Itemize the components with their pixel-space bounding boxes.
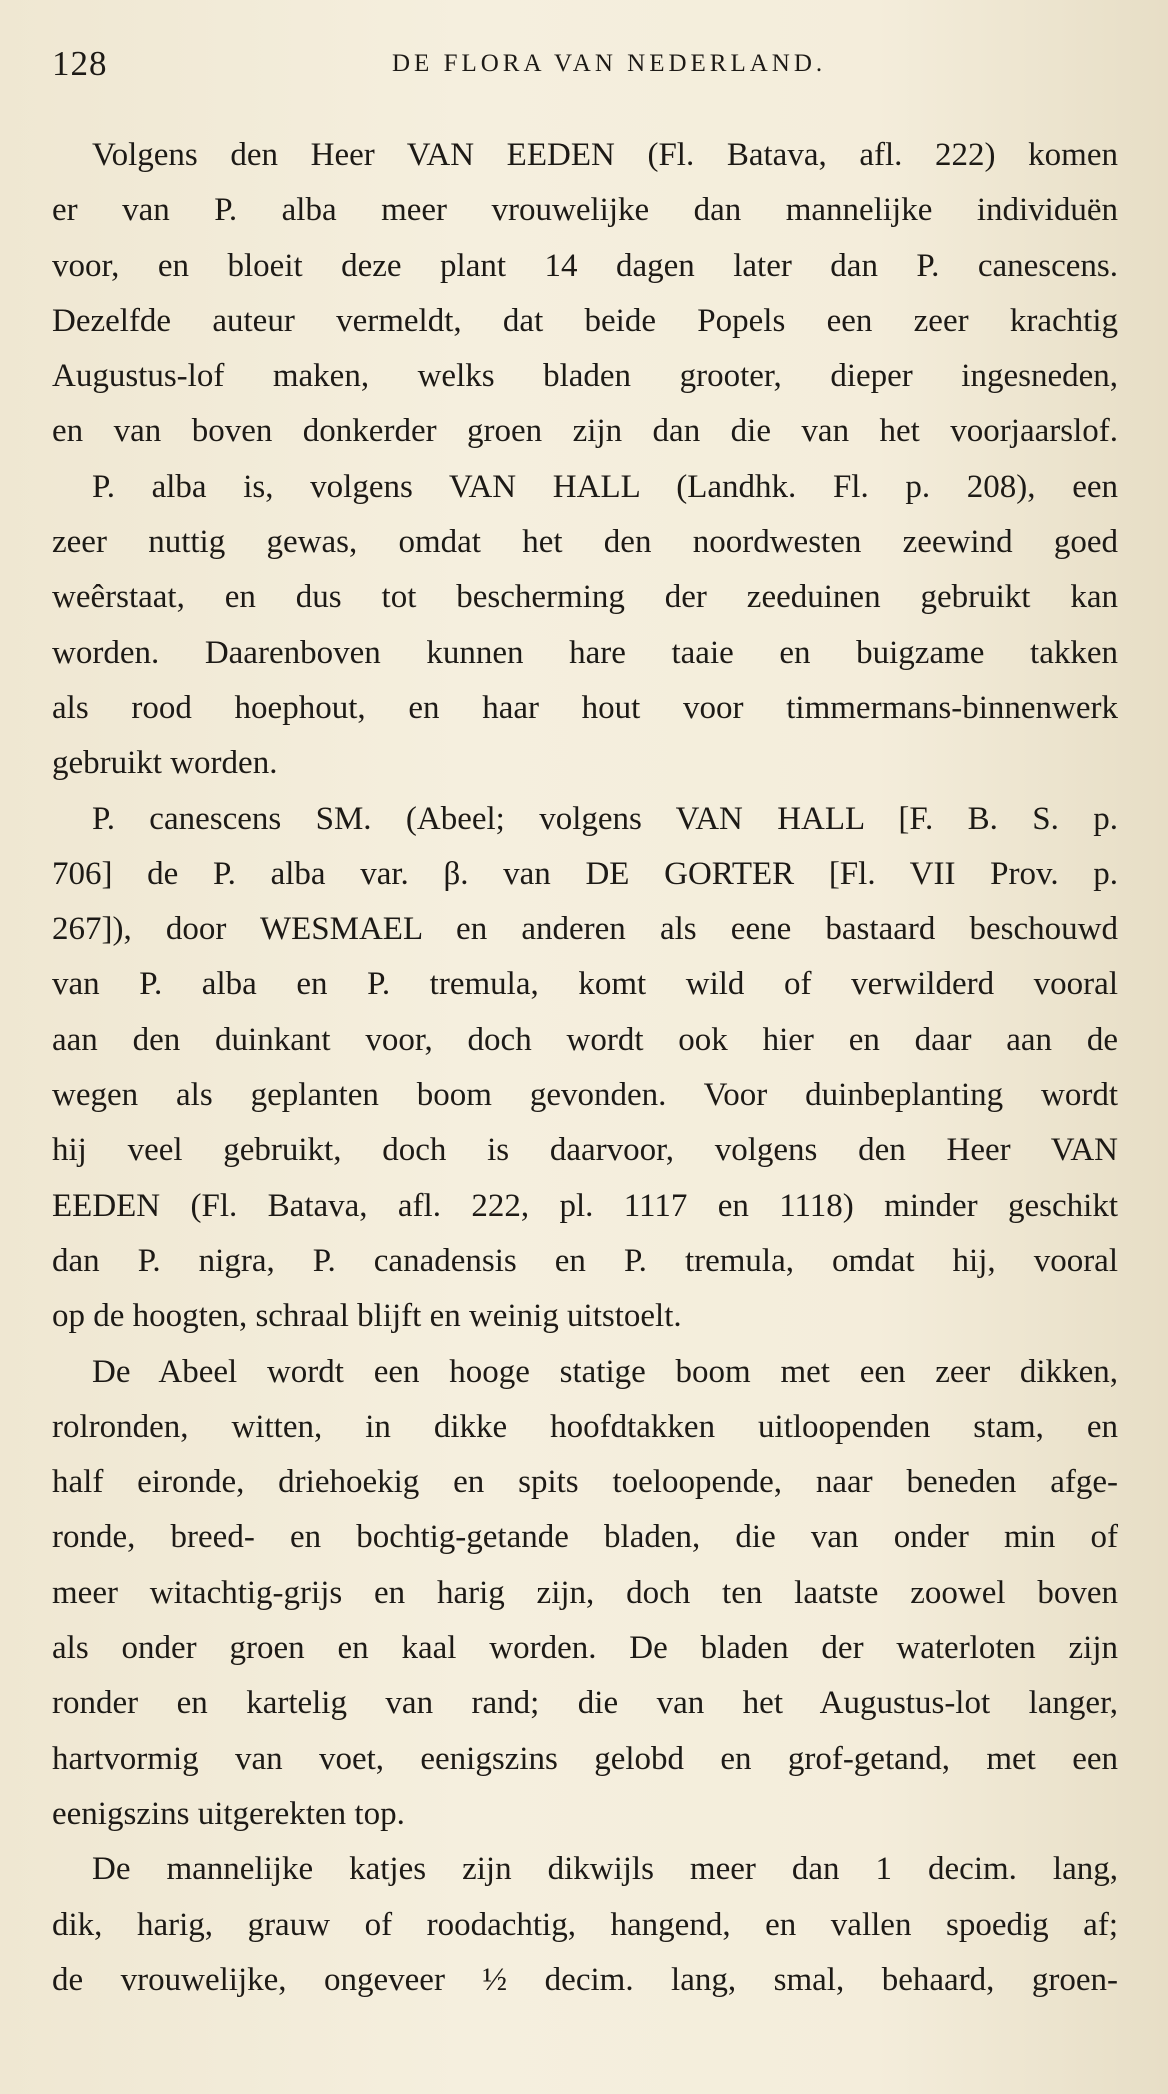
text-line: van P. alba en P. tremula, komt wild of verwilderd vooral [52, 966, 1118, 1003]
running-title: DE FLORA VAN NEDERLAND. [392, 50, 827, 77]
text-line: aan den duinkant voor, doch wordt ook hier en daar aan de [52, 1021, 1118, 1058]
paragraph [52, 128, 1118, 460]
text-line: Augustus-lof maken, welks bladen grooter, dieper ingesneden, [52, 358, 1118, 395]
text-line: half eironde, driehoekig en spits toeloopende, naar beneden afge- [52, 1464, 1118, 1501]
text-line: en van boven donkerder groen zijn dan die van het voorjaarslof. [52, 413, 1118, 450]
text-line: P. canescens SM. (Abeel; volgens VAN HALL [F. B. S. p. [92, 800, 1118, 837]
page-header [52, 44, 1132, 84]
text-line: gebruikt worden. [52, 745, 278, 782]
text-line: voor, en bloeit deze plant 14 dagen later dan P. canescens. [52, 247, 1118, 284]
text-line: 706] de P. alba var. β. van DE GORTER [Fl. VII Prov. p. [52, 855, 1118, 892]
paragraph [52, 460, 1118, 792]
text-line: rolronden, witten, in dikke hoofdtakken uitloopenden stam, en [52, 1408, 1118, 1445]
text-line: ronder en kartelig van rand; die van het Augustus-lot langer, [52, 1685, 1118, 1722]
text-line: Volgens den Heer VAN EEDEN (Fl. Batava, afl. 222) komen [92, 137, 1118, 173]
text-line: 267]), door WESMAEL en anderen als eene bastaard beschouwd [52, 911, 1118, 948]
text-line: hij veel gebruikt, doch is daarvoor, volgens den Heer VAN [52, 1132, 1118, 1169]
text-line: weêrstaat, en dus tot bescherming der zeeduinen gebruikt kan [52, 579, 1118, 616]
text-line: hartvormig van voet, eenigszins gelobd en grof-getand, met een [52, 1740, 1118, 1777]
text-line: Dezelfde auteur vermeldt, dat beide Popels een zeer krachtig [52, 302, 1118, 339]
text-line: op de hoogten, schraal blijft en weinig uitstoelt. [52, 1298, 682, 1335]
text-line: P. alba is, volgens VAN HALL (Landhk. Fl. p. 208), een [92, 468, 1118, 505]
text-line: De Abeel wordt een hooge statige boom met een zeer dikken, [92, 1353, 1118, 1390]
text-line: zeer nuttig gewas, omdat het den noordwesten zeewind goed [52, 524, 1118, 561]
text-line: de vrouwelijke, ongeveer ½ decim. lang, smal, behaard, groen- [52, 1961, 1118, 1998]
text-line: worden. Daarenboven kunnen hare taaie en buigzame takken [52, 634, 1118, 671]
text-line: eenigszins uitgerekten top. [52, 1795, 405, 1832]
text-line: dan P. nigra, P. canadensis en P. tremula, omdat hij, vooral [52, 1242, 1118, 1279]
page-body [52, 128, 1118, 2008]
text-line: er van P. alba meer vrouwelijke dan mannelijke individuën [52, 192, 1118, 229]
text-line: als onder groen en kaal worden. De bladen der waterloten zijn [52, 1630, 1118, 1667]
paragraph [52, 1345, 1118, 1843]
text-line: De mannelijke katjes zijn dikwijls meer dan 1 decim. lang, [92, 1851, 1118, 1888]
text-line: ronde, breed- en bochtig-getande bladen, die van onder min of [52, 1519, 1118, 1556]
paragraph [52, 1842, 1118, 2008]
paragraph [52, 792, 1118, 1345]
text-line: meer witachtig-grijs en harig zijn, doch ten laatste zoowel boven [52, 1574, 1118, 1611]
text-line: als rood hoephout, en haar hout voor timmermans-binnenwerk [52, 689, 1118, 726]
text-line: EEDEN (Fl. Batava, afl. 222, pl. 1117 en 1118) minder geschikt [52, 1187, 1118, 1224]
text-line: dik, harig, grauw of roodachtig, hangend, en vallen spoedig af; [52, 1906, 1118, 1943]
page-number: 128 [52, 44, 108, 83]
text-line: wegen als geplanten boom gevonden. Voor duinbeplanting wordt [52, 1077, 1118, 1114]
